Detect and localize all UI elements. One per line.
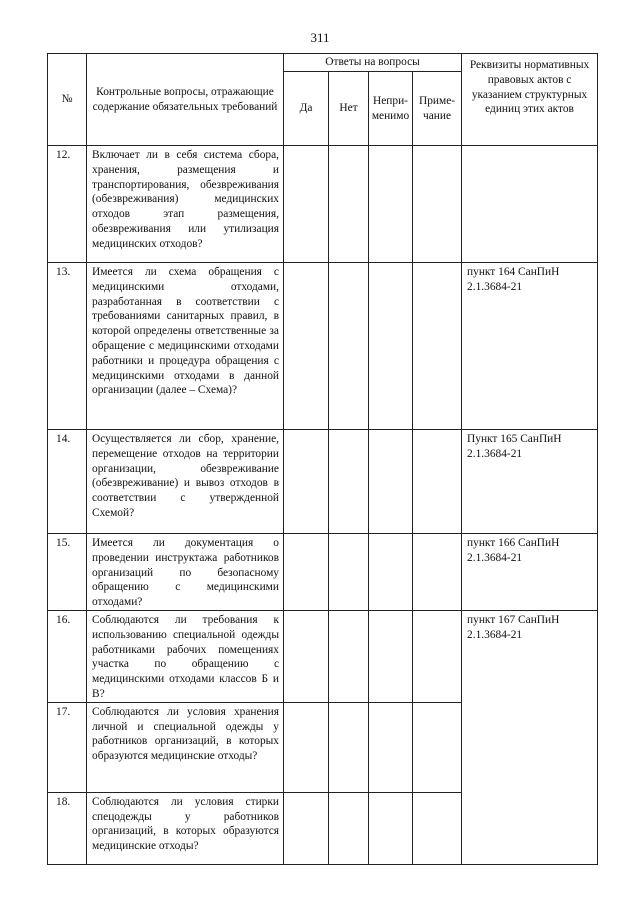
table-row — [48, 534, 598, 611]
header-no: Нет — [329, 72, 369, 146]
header-answers-group: Ответы на вопросы — [284, 54, 462, 72]
answer-not-applicable-cell[interactable] — [369, 610, 413, 702]
row-requisite — [462, 792, 598, 864]
answer-yes-cell[interactable] — [284, 702, 329, 792]
page-number: 311 — [310, 30, 330, 45]
row-number: 18. — [48, 792, 87, 864]
row-question: Соблюдаются ли условия хранения личной и специальной одежды у работников организаций, в которых образуются медицинские отходы? — [87, 702, 284, 792]
answer-note-cell[interactable] — [413, 430, 462, 534]
table-row — [48, 702, 598, 792]
row-requisite — [462, 702, 598, 792]
row-number: 17. — [48, 702, 87, 792]
table-row — [48, 263, 598, 430]
header-not-applicable: Непри-менимо — [369, 72, 413, 146]
row-number: 13. — [48, 263, 87, 430]
answer-no-cell[interactable] — [329, 263, 369, 430]
answer-no-cell[interactable] — [329, 146, 369, 263]
header-row — [48, 54, 598, 72]
answer-no-cell[interactable] — [329, 430, 369, 534]
answer-yes-cell[interactable] — [284, 146, 329, 263]
row-requisite: пункт 166 СанПиН 2.1.3684-21 — [462, 534, 598, 611]
answer-yes-cell[interactable] — [284, 792, 329, 864]
answer-not-applicable-cell[interactable] — [369, 430, 413, 534]
answer-not-applicable-cell[interactable] — [369, 534, 413, 611]
answer-no-cell[interactable] — [329, 792, 369, 864]
row-question: Соблюдаются ли требования к использованию специальной одежды работниками рабочих помещениях участка по обращению с медицинскими отходами классов Б и В? — [87, 610, 284, 702]
answer-yes-cell[interactable] — [284, 610, 329, 702]
row-number: 16. — [48, 610, 87, 702]
table-row — [48, 146, 598, 263]
answer-not-applicable-cell[interactable] — [369, 263, 413, 430]
answer-not-applicable-cell[interactable] — [369, 702, 413, 792]
header-question: Контрольные вопросы, отражающие содержание обязательных требований — [87, 54, 284, 146]
answer-not-applicable-cell[interactable] — [369, 146, 413, 263]
row-question: Включает ли в себя система сбора, хранения, размещения и транспортирования, обезвреживания (обезвреживания) медицинских отходов этап размещения, обезвреживания или утилизация медицинских отходов? — [87, 146, 284, 263]
row-question: Соблюдаются ли условия стирки спецодежды у работников организаций, в которых образуются медицинские отходы? — [87, 792, 284, 864]
row-number: 14. — [48, 430, 87, 534]
row-requisite: пункт 164 СанПиН 2.1.3684-21 — [462, 263, 598, 430]
row-number: 15. — [48, 534, 87, 611]
table-row — [48, 610, 598, 702]
row-requisite: Пункт 165 СанПиН 2.1.3684-21 — [462, 430, 598, 534]
header-requisites: Реквизиты нормативных правовых актов с указанием структурных единиц этих актов — [462, 54, 598, 146]
answer-not-applicable-cell[interactable] — [369, 792, 413, 864]
row-question: Имеется ли документация о проведении инструктажа работников организаций по безопасному обращению с медицинскими отходами? — [87, 534, 284, 611]
answer-note-cell[interactable] — [413, 263, 462, 430]
row-question: Осуществляется ли сбор, хранение, перемещение отходов на территории организации, обезвреживание (обезвреживание) и вывоз отходов в соответствии с утвержденной Схемой? — [87, 430, 284, 534]
header-yes: Да — [284, 72, 329, 146]
table-row — [48, 430, 598, 534]
checklist-table — [47, 53, 598, 865]
answer-yes-cell[interactable] — [284, 263, 329, 430]
answer-note-cell[interactable] — [413, 610, 462, 702]
row-question: Имеется ли схема обращения с медицинскими отходами, разработанная в соответствии с требованиями санитарных правил, в которой определены ответственные за обращение с медицинскими отходами работники и процедура обращения с медицинскими отходами в данной организации (далее – Схема)? — [87, 263, 284, 430]
table-row — [48, 792, 598, 864]
answer-yes-cell[interactable] — [284, 430, 329, 534]
row-requisite — [462, 146, 598, 263]
answer-no-cell[interactable] — [329, 534, 369, 611]
row-number: 12. — [48, 146, 87, 263]
answer-note-cell[interactable] — [413, 702, 462, 792]
row-requisite: пункт 167 СанПиН 2.1.3684-21 — [462, 610, 598, 702]
header-note: Приме-чание — [413, 72, 462, 146]
answer-note-cell[interactable] — [413, 792, 462, 864]
answer-yes-cell[interactable] — [284, 534, 329, 611]
header-number: № — [48, 54, 87, 146]
answer-note-cell[interactable] — [413, 534, 462, 611]
answer-no-cell[interactable] — [329, 702, 369, 792]
answer-no-cell[interactable] — [329, 610, 369, 702]
answer-note-cell[interactable] — [413, 146, 462, 263]
